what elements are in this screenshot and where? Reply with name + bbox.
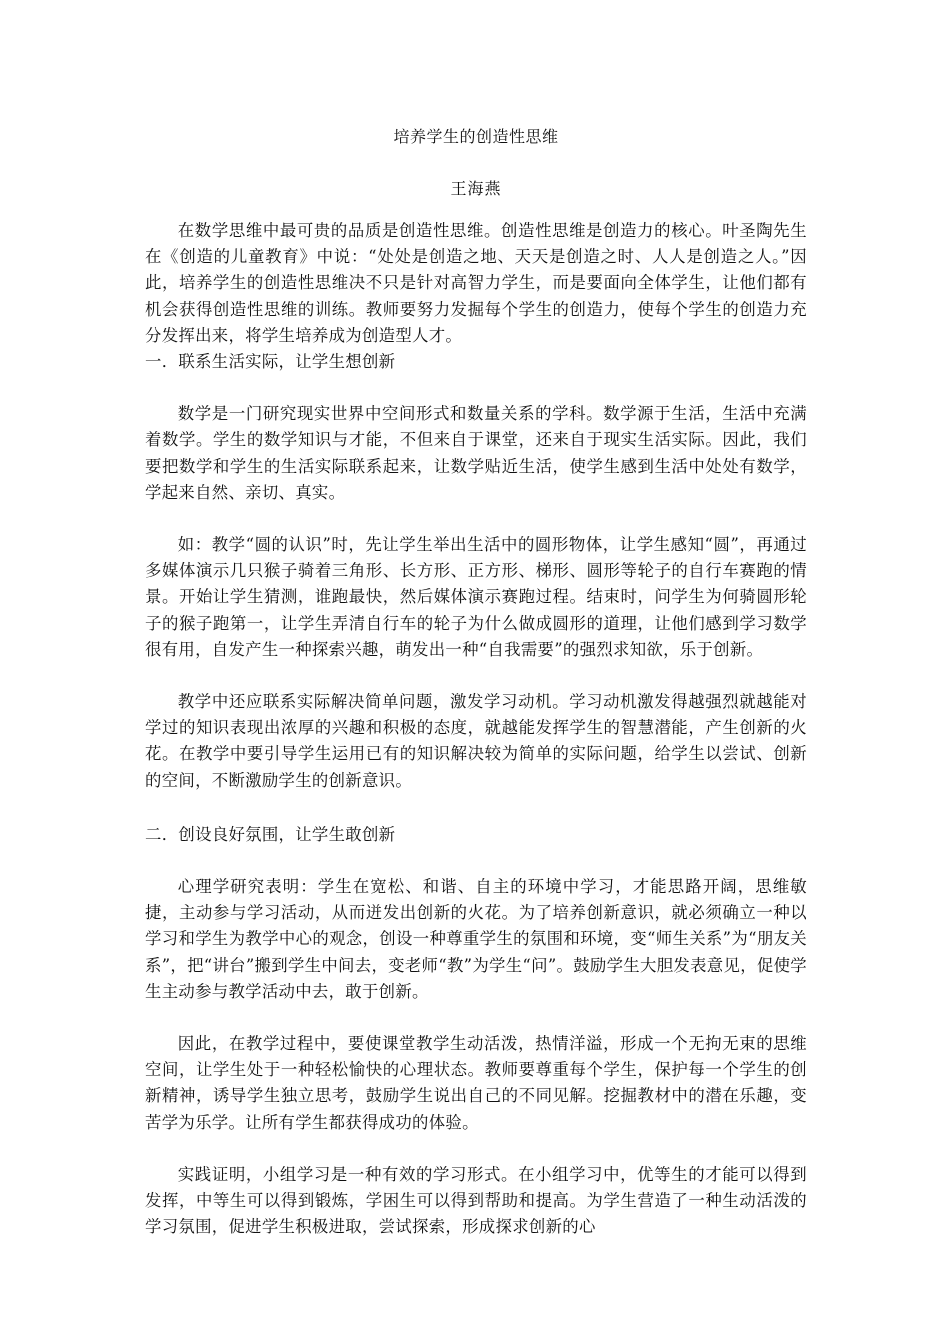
section-2-paragraph-3: 实践证明，小组学习是一种有效的学习形式。在小组学习中，优等生的才能可以得到发挥，中等生可以得到锻炼，学困生可以得到帮助和提高。为学生营造了一种生动活泼的学习氛围，促进学生积极进取，尝试探索，形成探求创新的心 (145, 1164, 807, 1237)
section-1-heading: 一．联系生活实际，让学生想创新 (145, 352, 396, 372)
section-2-paragraph-2: 因此，在教学过程中，要使课堂教学生动活泼，热情洋溢，形成一个无拘无束的思维空间，让学生处于一种轻松愉快的心理状态。教师要尊重每个学生，保护每一个学生的创新精神，诱导学生独立思考，鼓励学生说出自己的不同见解。挖掘教材中的潜在乐趣，变苦学为乐学。让所有学生都获得成功的体验。 (145, 1034, 807, 1132)
section-1-paragraph-3: 教学中还应联系实际解决简单问题，激发学习动机。学习动机激发得越强烈就越能对学过的知识表现出浓厚的兴趣和积极的态度，就越能发挥学生的智慧潜能，产生创新的火花。在教学中要引导学生运用已有的知识解决较为简单的实际问题，给学生以尝试、创新的空间，不断激励学生的创新意识。 (145, 692, 807, 790)
document-title: 培养学生的创造性思维 (393, 127, 559, 146)
intro-paragraph: 在数学思维中最可贵的品质是创造性思维。创造性思维是创造力的核心。叶圣陶先生在《创造的儿童教育》中说：“处处是创造之地、天天是创造之时、人人是创造之人。”因此，培养学生的创造性思维决不只是针对高智力学生，而是要面向全体学生，让他们都有机会获得创造性思维的训练。教师要努力发掘每个学生的创造力，使每个学生的创造力充分发挥出来，将学生培养成为创造型人才。 (145, 221, 807, 345)
section-1-paragraph-1: 数学是一门研究现实世界中空间形式和数量关系的学科。数学源于生活，生活中充满着数学。学生的数学知识与才能，不但来自于课堂，还来自于现实生活实际。因此，我们要把数学和学生的生活实际联系起来，让数学贴近生活，使学生感到生活中处处有数学，学起来自然、亲切、真实。 (145, 404, 807, 502)
document-author: 王海燕 (450, 179, 502, 198)
section-2-heading: 二．创设良好氛围，让学生敢创新 (145, 824, 396, 844)
section-2-paragraph-1: 心理学研究表明：学生在宽松、和谐、自主的环境中学习，才能思路开阔，思维敏捷，主动参与学习活动，从而迸发出创新的火花。为了培养创新意识，就必须确立一种以学习和学生为教学中心的观念，创设一种尊重学生的氛围和环境，变“师生关系”为“朋友关系”，把“讲台”搬到学生中间去，变老师“教”为学生“问”。鼓励学生大胆发表意见，促使学生主动参与教学活动中去，敢于创新。 (145, 877, 807, 1001)
document-page (145, 118, 807, 1241)
section-1-paragraph-2: 如：教学“圆的认识”时，先让学生举出生活中的圆形物体，让学生感知“圆”，再通过多媒体演示几只猴子骑着三角形、长方形、正方形、梯形、圆形等轮子的自行车赛跑的情景。开始让学生猜测，谁跑最快，然后媒体演示赛跑过程。结束时，问学生为何骑圆形轮子的猴子跑第一，让学生弄清自行车的轮子为什么做成圆形的道理，让他们感到学习数学很有用，自发产生一种探索兴趣，萌发出一种“自我需要”的强烈求知欲，乐于创新。 (145, 535, 807, 659)
